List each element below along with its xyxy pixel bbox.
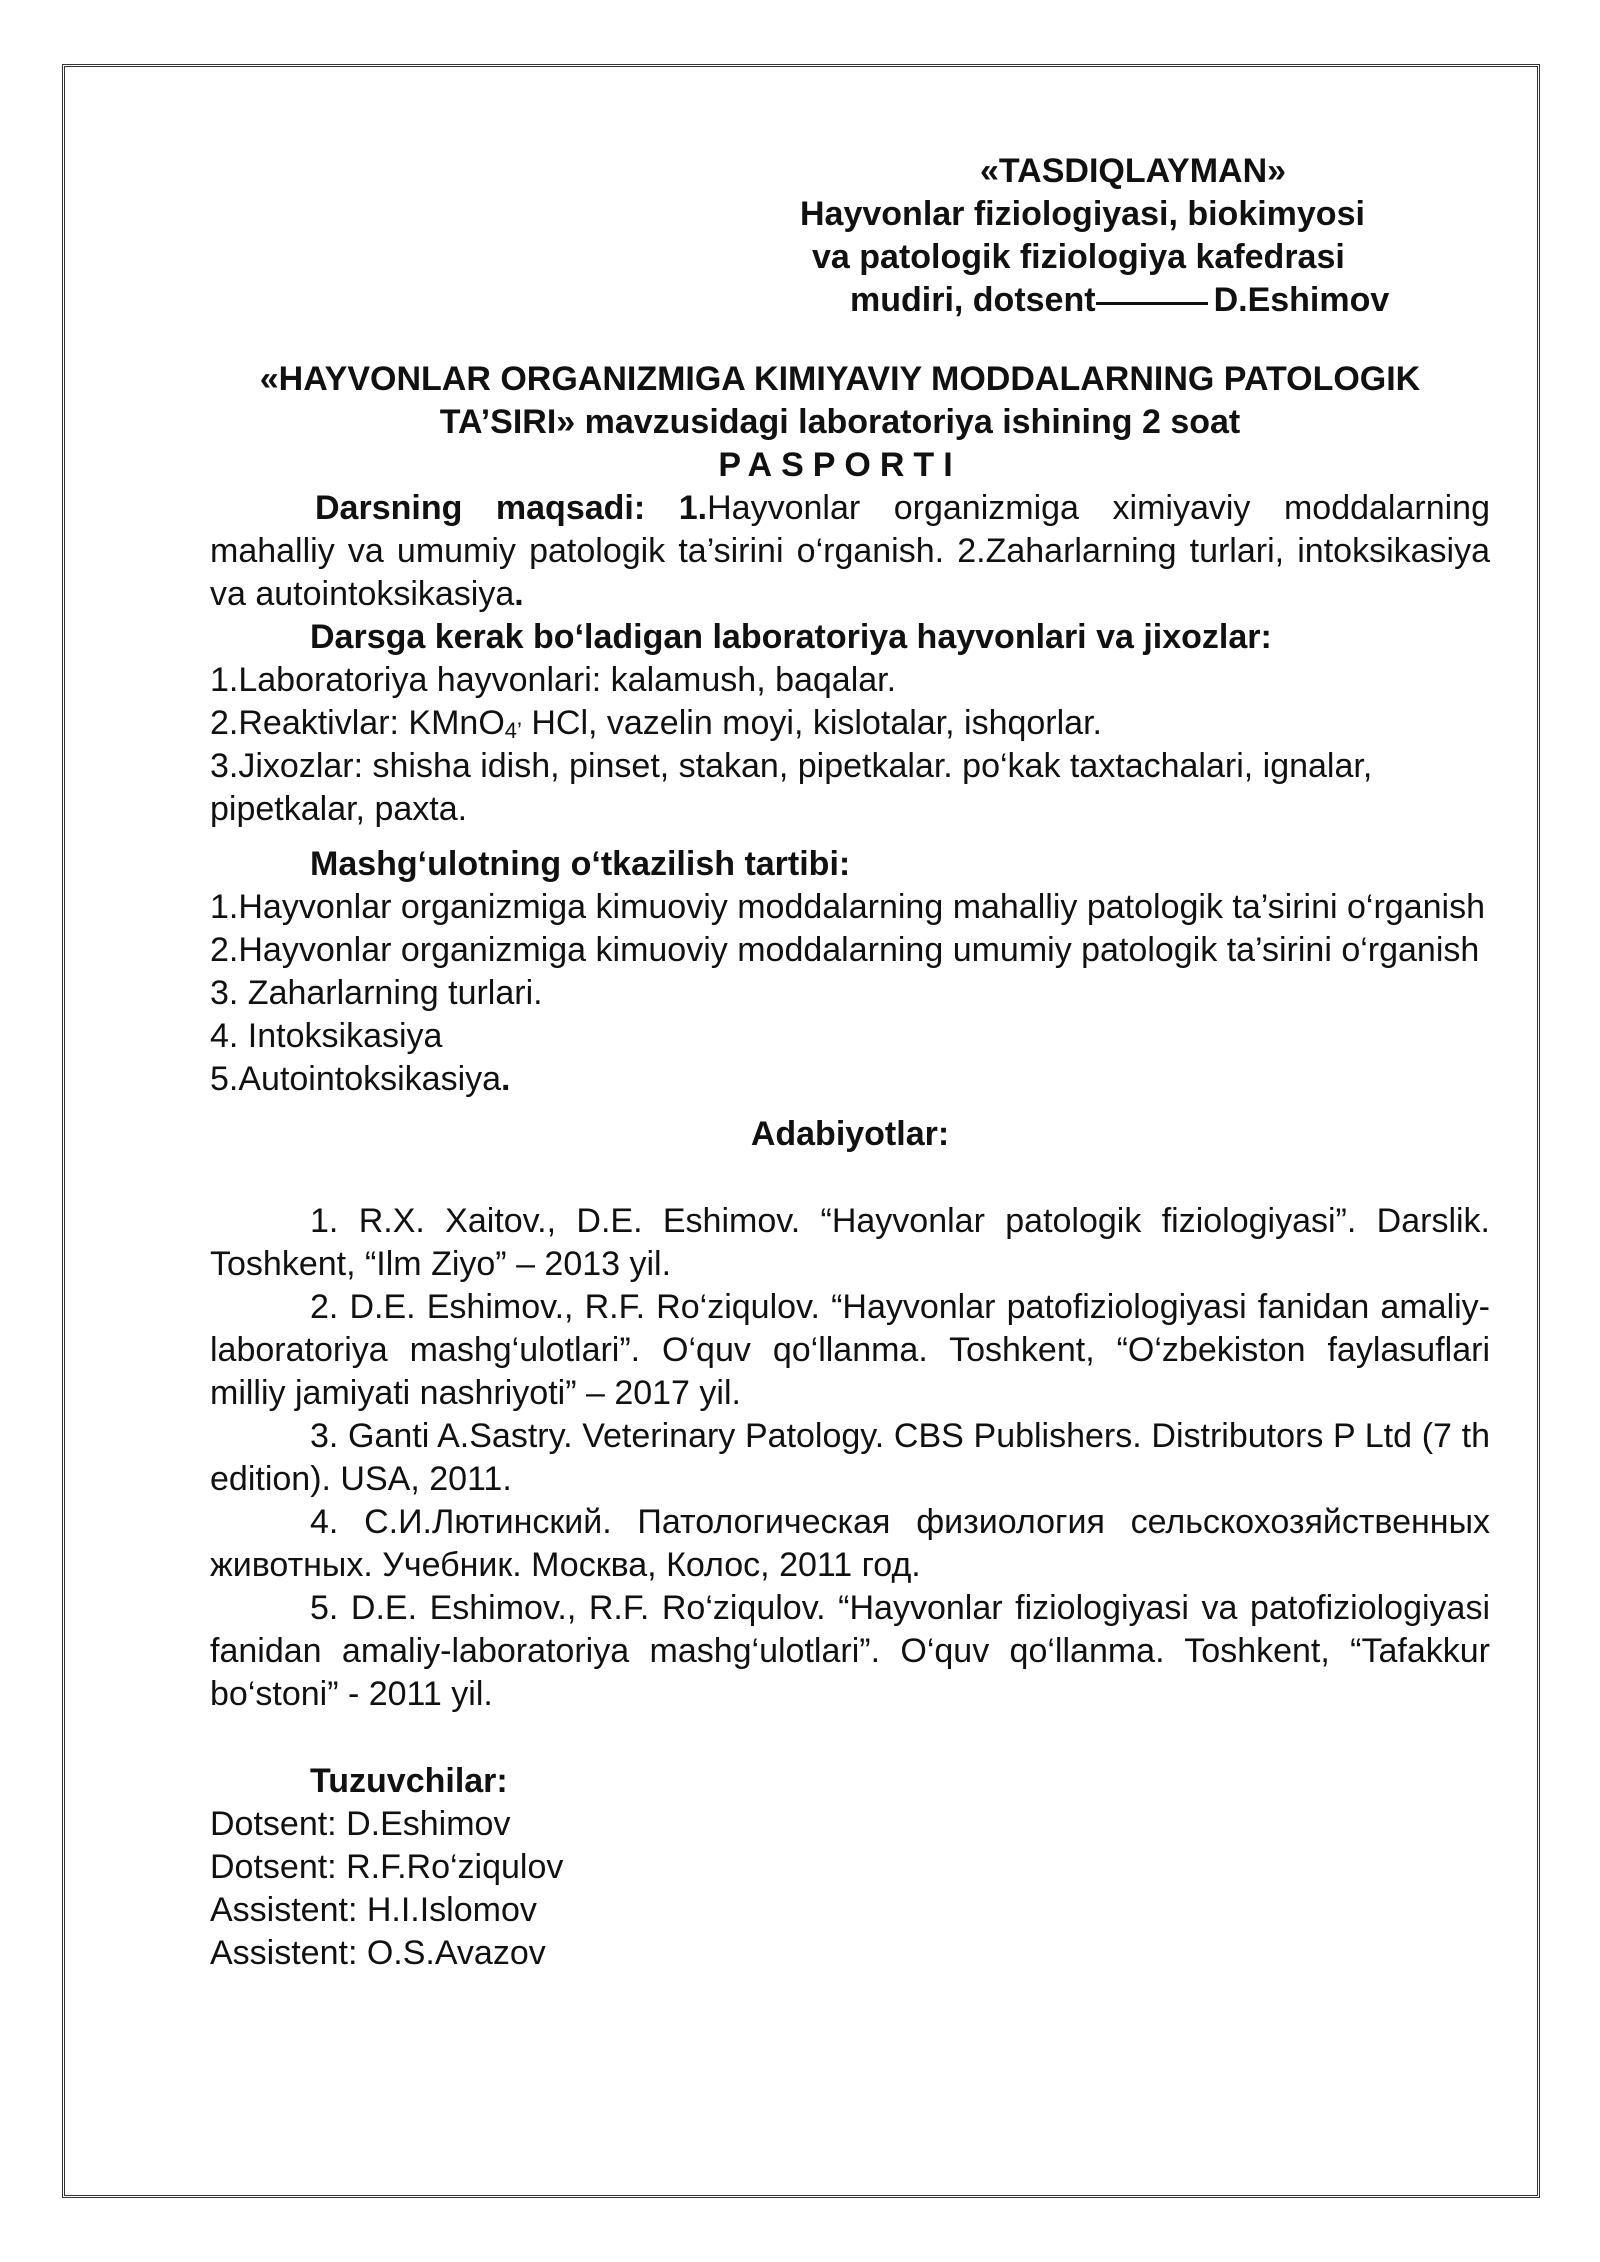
title-line-1: «HAYVONLAR ORGANIZMIGA KIMIYAVIY MODDALARNING PATOLOGIK xyxy=(259,360,1421,398)
author-entry: Assistent: O.S.Avazov xyxy=(210,1934,546,1972)
literature-ref: 5. D.E. Eshimov., R.F. Ro‘ziqulov. “Hayvonlar fiziologiyasi va patofiziologiyasi fanidan amaliy-laboratoriya mashg‘ulotlari”. O‘quv qo‘llanma. Toshkent, “Tafakkur bo‘stoni” - 2011 yil. xyxy=(210,1589,1490,1713)
reagents-prefix: 2.Reaktivlar: KMnO xyxy=(210,704,505,742)
equipment-item-3: 3.Jixozlar: shisha idish, pinset, stakan, pipetkalar. po‘kak taxtachalari, ignalar, pipetkalar, paxta. xyxy=(210,747,1373,828)
goal-label: Darsning maqsadi: 1. xyxy=(315,489,708,527)
procedure-item-text: 5.Autointoksikasiya xyxy=(210,1060,502,1098)
approval-block xyxy=(800,150,1440,322)
reagents-subscript: 4’ xyxy=(504,718,522,743)
literature-ref: 1. R.X. Xaitov., D.E. Eshimov. “Hayvonlar patologik fiziologiyasi”. Darslik. Toshkent, “Ilm Ziyo” – 2013 yil. xyxy=(210,1202,1490,1283)
goal-paragraph xyxy=(210,487,1490,616)
procedure-item: 4. Intoksikasiya xyxy=(210,1017,443,1055)
approval-position: mudiri, dotsent xyxy=(850,281,1096,319)
literature-ref: 3. Ganti A.Sastry. Veterinary Patology. CBS Publishers. Distributors P Ltd (7 th edition). USA, 2011. xyxy=(210,1417,1490,1498)
goal-end: . xyxy=(514,575,524,613)
equipment-item-1: 1.Laboratoriya hayvonlari: kalamush, baqalar. xyxy=(210,661,897,699)
goal-text: Hayvonlar organizmiga ximiyaviy moddalarning mahalliy va umumiy patologik ta’sirini o‘rganish. 2.Zaharlarning turlari, intoksikasiya va autointoksikasiya xyxy=(210,489,1490,613)
document-body xyxy=(210,150,1490,1975)
title-line-2: TA’SIRI» mavzusidagi laboratoriya ishining 2 soat xyxy=(439,403,1241,441)
reagents-suffix: HCl, vazelin moyi, kislotalar, ishqorlar. xyxy=(521,704,1102,742)
procedure-item: 3. Zaharlarning turlari. xyxy=(210,974,543,1012)
procedure-item: 2.Hayvonlar organizmiga kimuoviy moddalarning umumiy patologik ta’sirini o‘rganish xyxy=(210,931,1480,969)
approval-heading: «TASDIQLAYMAN» xyxy=(980,152,1287,190)
procedure-item-last xyxy=(210,1058,1490,1101)
literature-ref: 2. D.E. Eshimov., R.F. Ro‘ziqulov. “Hayvonlar patofiziologiyasi fanidan amaliy-laboratoriya mashg‘ulotlari”. O‘quv qo‘llanma. Toshkent, “O‘zbekiston faylasuflari milliy jamiyati nashriyoti” – 2017 yil. xyxy=(210,1288,1490,1412)
signature-line xyxy=(1096,302,1208,305)
approval-line-1: Hayvonlar fiziologiyasi, biokimyosi xyxy=(800,195,1365,233)
author-entry: Assistent: H.I.Islomov xyxy=(210,1891,537,1929)
procedure-item: 1.Hayvonlar organizmiga kimuoviy moddalarning mahalliy patologik ta’sirini o‘rganish xyxy=(210,888,1485,926)
equipment-item-2 xyxy=(210,702,1490,745)
author-entry: Dotsent: D.Eshimov xyxy=(210,1805,511,1843)
procedure-item-end: . xyxy=(501,1060,511,1098)
author-entry: Dotsent: R.F.Ro‘ziqulov xyxy=(210,1848,564,1886)
approval-line-2: va patologik fiziologiya kafedrasi xyxy=(812,238,1345,276)
document-title xyxy=(190,358,1490,487)
title-line-3: PASPORTI xyxy=(718,446,962,484)
literature-heading: Adabiyotlar: xyxy=(750,1115,950,1153)
literature-ref: 4. С.И.Лютинский. Патологическая физиология сельскохозяйственных животных. Учебник. Москва, Колос, 2011 год. xyxy=(210,1503,1490,1584)
authors-heading: Tuzuvchilar: xyxy=(310,1762,508,1800)
equipment-heading: Darsga kerak bo‘ladigan laboratoriya hayvonlari va jixozlar: xyxy=(310,618,1272,656)
approval-line-3 xyxy=(800,279,1440,322)
approval-name: D.Eshimov xyxy=(1213,281,1390,319)
procedure-heading: Mashg‘ulotning o‘tkazilish tartibi: xyxy=(310,845,851,883)
